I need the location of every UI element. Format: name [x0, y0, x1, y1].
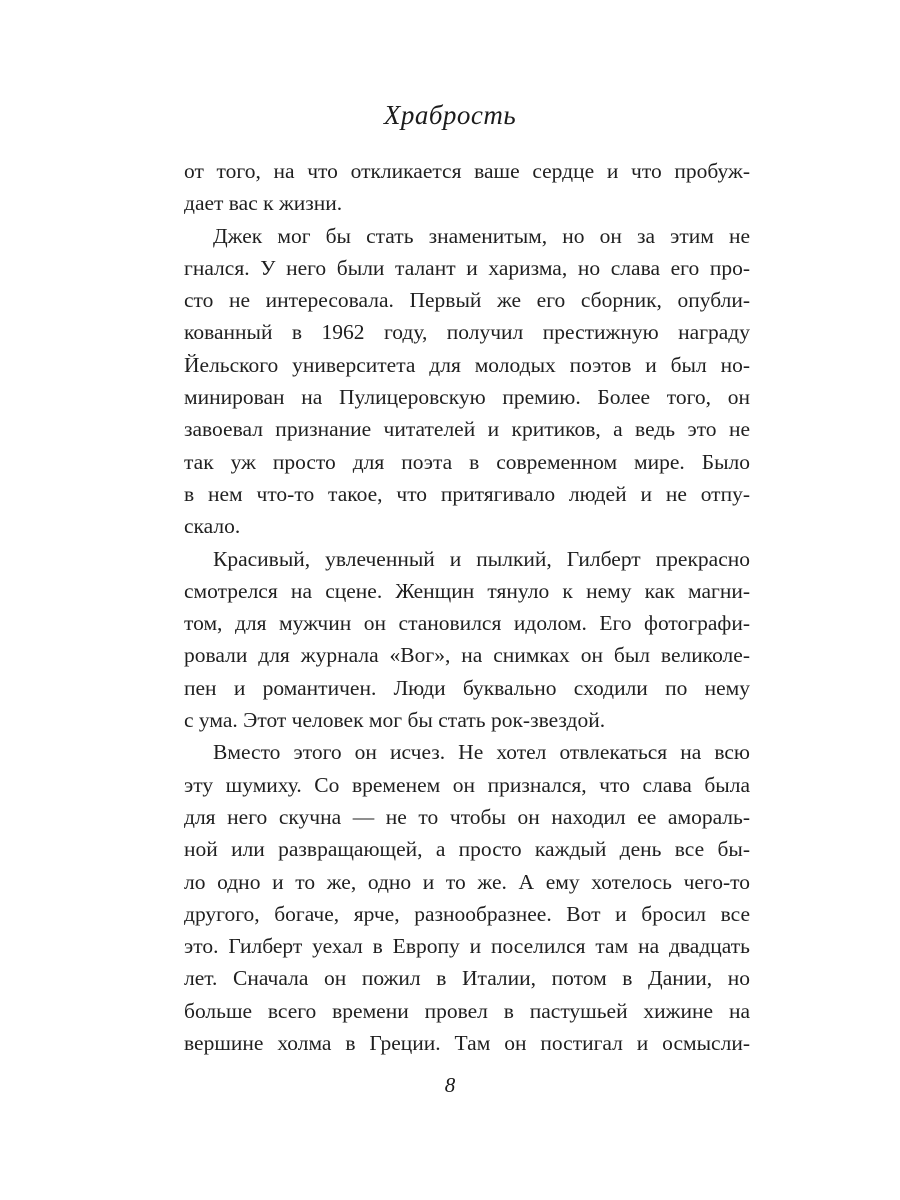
- text-line: это. Гилберт уехал в Европу и поселился там на двадцать: [184, 934, 750, 959]
- body-text: [184, 155, 750, 1059]
- text-line: вершине холма в Греции. Там он постигал и осмысли-: [184, 1031, 750, 1056]
- text-line: минирован на Пулицеровскую премию. Более того, он: [184, 385, 750, 410]
- text-line: в нем что-то такое, что притягивало людей и не отпу-: [184, 481, 750, 506]
- text-line: от того, на что откликается ваше сердце и что пробуж-: [184, 159, 750, 183]
- text-line: Красивый, увлеченный и пылкий, Гилберт прекрасно: [213, 546, 750, 571]
- text-line: ной или развращающей, а просто каждый день все бы-: [184, 837, 750, 862]
- text-line: сто не интересовала. Первый же его сборник, опубли-: [184, 288, 750, 313]
- text-line: больше всего времени провел в пастушьей хижине на: [184, 998, 750, 1023]
- text-line: лет. Сначала он пожил в Италии, потом в Дании, но: [184, 966, 750, 991]
- text-line: Йельского университета для молодых поэтов и был но-: [184, 352, 750, 377]
- text-line: так уж просто для поэта в современном мире. Было: [184, 449, 750, 474]
- text-line: ло одно и то же, одно и то же. А ему хотелось чего-то: [184, 869, 750, 894]
- text-line: ровали для журнала «Вог», на снимках он был великоле-: [184, 643, 750, 668]
- page-number: 8: [444, 1073, 456, 1097]
- text-line: пен и романтичен. Люди буквально сходили по нему: [184, 675, 750, 700]
- text-line: Джек мог бы стать знаменитым, но он за этим не: [213, 223, 750, 248]
- text-line: кованный в 1962 году, получил престижную награду: [184, 320, 750, 345]
- text-line: завоевал признание читателей и критиков, а ведь это не: [184, 417, 750, 442]
- text-line: скало.: [184, 514, 241, 539]
- text-line: дает вас к жизни.: [184, 191, 343, 216]
- text-line: гнался. У него были талант и харизма, но слава его про-: [184, 255, 750, 280]
- text-line: том, для мужчин он становился идолом. Его фотографи-: [184, 611, 750, 636]
- text-line: смотрелся на сцене. Женщин тянуло к нему как магни-: [184, 578, 750, 603]
- text-line: другого, богаче, ярче, разнообразнее. Вот и бросил все: [184, 901, 750, 926]
- text-line: для него скучна — не то чтобы он находил ее амораль-: [184, 804, 750, 829]
- text-line: эту шумиху. Со временем он признался, что слава была: [184, 772, 750, 797]
- text-line: с ума. Этот человек мог бы стать рок-звездой.: [184, 708, 606, 733]
- running-head-title: Храбрость: [383, 100, 517, 130]
- text-line: Вместо этого он исчез. Не хотел отвлекаться на всю: [213, 740, 750, 765]
